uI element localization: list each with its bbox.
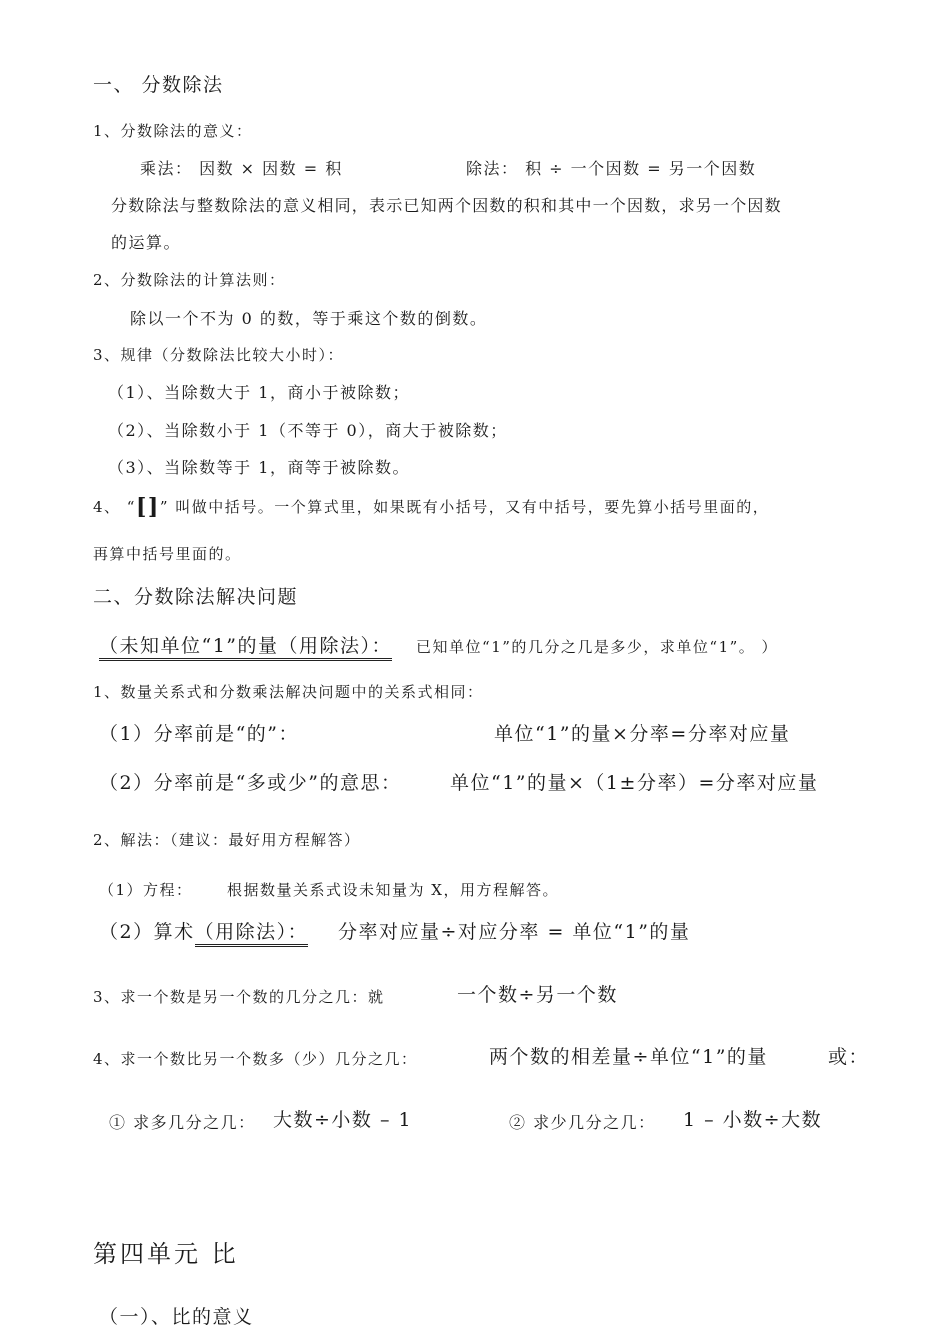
law-1: （1）、当除数大于 1，商小于被除数； xyxy=(108,383,410,402)
item-4-line-2: 再算中括号里面的。 xyxy=(93,545,242,563)
problem-4-formula: 两个数的相差量÷单位“1”的量 xyxy=(489,1046,768,1068)
problem-1-title: 1、数量关系式和分数乘法解决问题中的关系式相同： xyxy=(93,683,484,701)
problem-4-or: 或： xyxy=(828,1046,870,1068)
problem-4-label: 4、求一个数比另一个数多（少）几分之几： xyxy=(93,1050,418,1068)
method-arithmetic-formula: 分率对应量÷对应分率 = 单位“1”的量 xyxy=(338,921,691,943)
section-2-heading: 二、分数除法解决问题 xyxy=(93,586,299,608)
relation-b-formula: 单位“1”的量×（1±分率）=分率对应量 xyxy=(450,772,819,794)
formula-multiplication: 乘法： 因数 × 因数 = 积 xyxy=(140,159,343,178)
option-2-formula: 1 – 小数÷大数 xyxy=(683,1109,823,1131)
unit-4-heading: 第四单元 比 xyxy=(93,1240,239,1268)
method-arithmetic-label xyxy=(99,917,308,944)
unknown-unit-label: （未知单位“1”的量（用除法）： xyxy=(99,635,392,661)
ratio-meaning-subheading: （一）、比的意义 xyxy=(99,1306,254,1328)
division-rule: 除以一个不为 0 的数，等于乘这个数的倒数。 xyxy=(130,309,488,328)
meaning-line-1: 分数除法与整数除法的意义相同，表示已知两个因数的积和其中一个因数，求另一个因数 xyxy=(111,196,782,215)
option-2-label: ② 求少几分之几： xyxy=(509,1113,656,1132)
method-equation-label: （1）方程： xyxy=(99,881,193,899)
formula-division: 除法： 积 ÷ 一个因数 = 另一个因数 xyxy=(466,159,757,178)
square-bracket-symbol: [] xyxy=(135,494,160,520)
meaning-line-2: 的运算。 xyxy=(111,233,182,252)
method-arithmetic-underlined: （用除法）： xyxy=(195,921,309,947)
method-equation-text: 根据数量关系式设未知量为 X，用方程解答。 xyxy=(227,881,559,899)
problem-3-label: 3、求一个数是另一个数的几分之几：就 xyxy=(93,988,385,1006)
item-4-line-1 xyxy=(93,492,769,518)
law-3: （3）、当除数等于 1，商等于被除数。 xyxy=(108,458,410,477)
item-4-prefix: 4、 “ xyxy=(93,498,136,516)
relation-a-formula: 单位“1”的量×分率=分率对应量 xyxy=(494,723,791,745)
option-1-label: ① 求多几分之几： xyxy=(109,1113,256,1132)
item-1-title: 1、分数除法的意义： xyxy=(93,122,253,140)
problem-3-formula: 一个数÷另一个数 xyxy=(457,984,618,1006)
law-2: （2）、当除数小于 1（不等于 0），商大于被除数； xyxy=(108,421,508,440)
method-arithmetic-prefix: （2）算术 xyxy=(99,921,195,943)
relation-b-label: （2）分率前是“多或少”的意思： xyxy=(99,772,402,794)
item-3-title: 3、规律（分数除法比较大小时）： xyxy=(93,346,345,364)
relation-a-label: （1）分率前是“的”： xyxy=(99,723,300,745)
unknown-unit-description: 已知单位“1”的几分之几是多少，求单位“1”。 ） xyxy=(416,638,779,656)
item-4-suffix: ” 叫做中括号。一个算式里，如果既有小括号，又有中括号，要先算小括号里面的， xyxy=(159,498,770,516)
item-2-title: 2、分数除法的计算法则： xyxy=(93,271,286,289)
section-1-heading: 一、 分数除法 xyxy=(93,74,224,96)
unknown-unit-row xyxy=(99,631,778,658)
option-1-formula: 大数÷小数 – 1 xyxy=(273,1109,413,1131)
problem-2-title: 2、解法：（建议：最好用方程解答） xyxy=(93,831,361,849)
